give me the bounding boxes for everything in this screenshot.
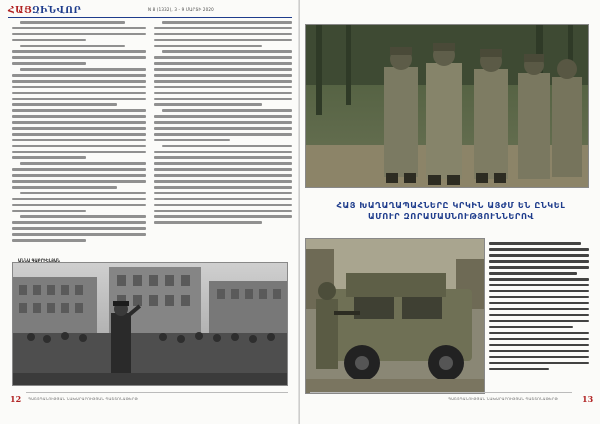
article-byline: ԱՆՆԱ ԳԱԲՐԻԵԼՅԱՆ — [18, 258, 61, 263]
headline-line-1: ՀԱՅ ԽԱՂԱՂԱՊԱՀՆԵՐԸ ԿՐԿԻՆ ԱՅԺՄ ԵՆ ԸՆԿԵԼ — [336, 200, 566, 210]
parade-photo — [12, 262, 288, 386]
soldiers-photo — [305, 24, 589, 188]
footer-rule-right — [310, 392, 572, 393]
logo-part-2: ԶԻՆՎՈՐ — [32, 6, 82, 16]
text-column-1 — [12, 21, 146, 245]
page-number-right: 13 — [582, 394, 594, 404]
photo-caption — [489, 242, 589, 374]
footer-text-left: ՊԱՇՏՊԱՆՈՒԹՅԱՆ ՆԱԽԱՐԱՐՈՒԹՅԱՆ ՊԱՇՏՈՆԱԹԵՐԹ — [28, 397, 138, 401]
article-headline — [316, 200, 586, 222]
logo-part-1: ՀԱՅ — [8, 6, 33, 16]
humvee-photo — [305, 238, 485, 394]
magazine-logo — [8, 6, 81, 16]
footer-text-right: ՊԱՇՏՊԱՆՈՒԹՅԱՆ ՆԱԽԱՐԱՐՈՒԹՅԱՆ ՊԱՇՏՈՆԱԹԵՐԹ — [448, 397, 558, 401]
issue-info-left: N 8 (1332), 3 - 9 ՄԱՐՏԻ 2020 — [148, 7, 214, 12]
page-number-left: 12 — [10, 394, 22, 404]
headline-line-2: ԱՄՈՒՐ ԶՈՐԱՄԱՍՆՈՒԹՅՈՒՆՆԵՐՈՎ — [367, 211, 535, 221]
header-rule — [8, 17, 292, 18]
text-column-2 — [154, 21, 292, 227]
footer-rule-left — [26, 392, 288, 393]
